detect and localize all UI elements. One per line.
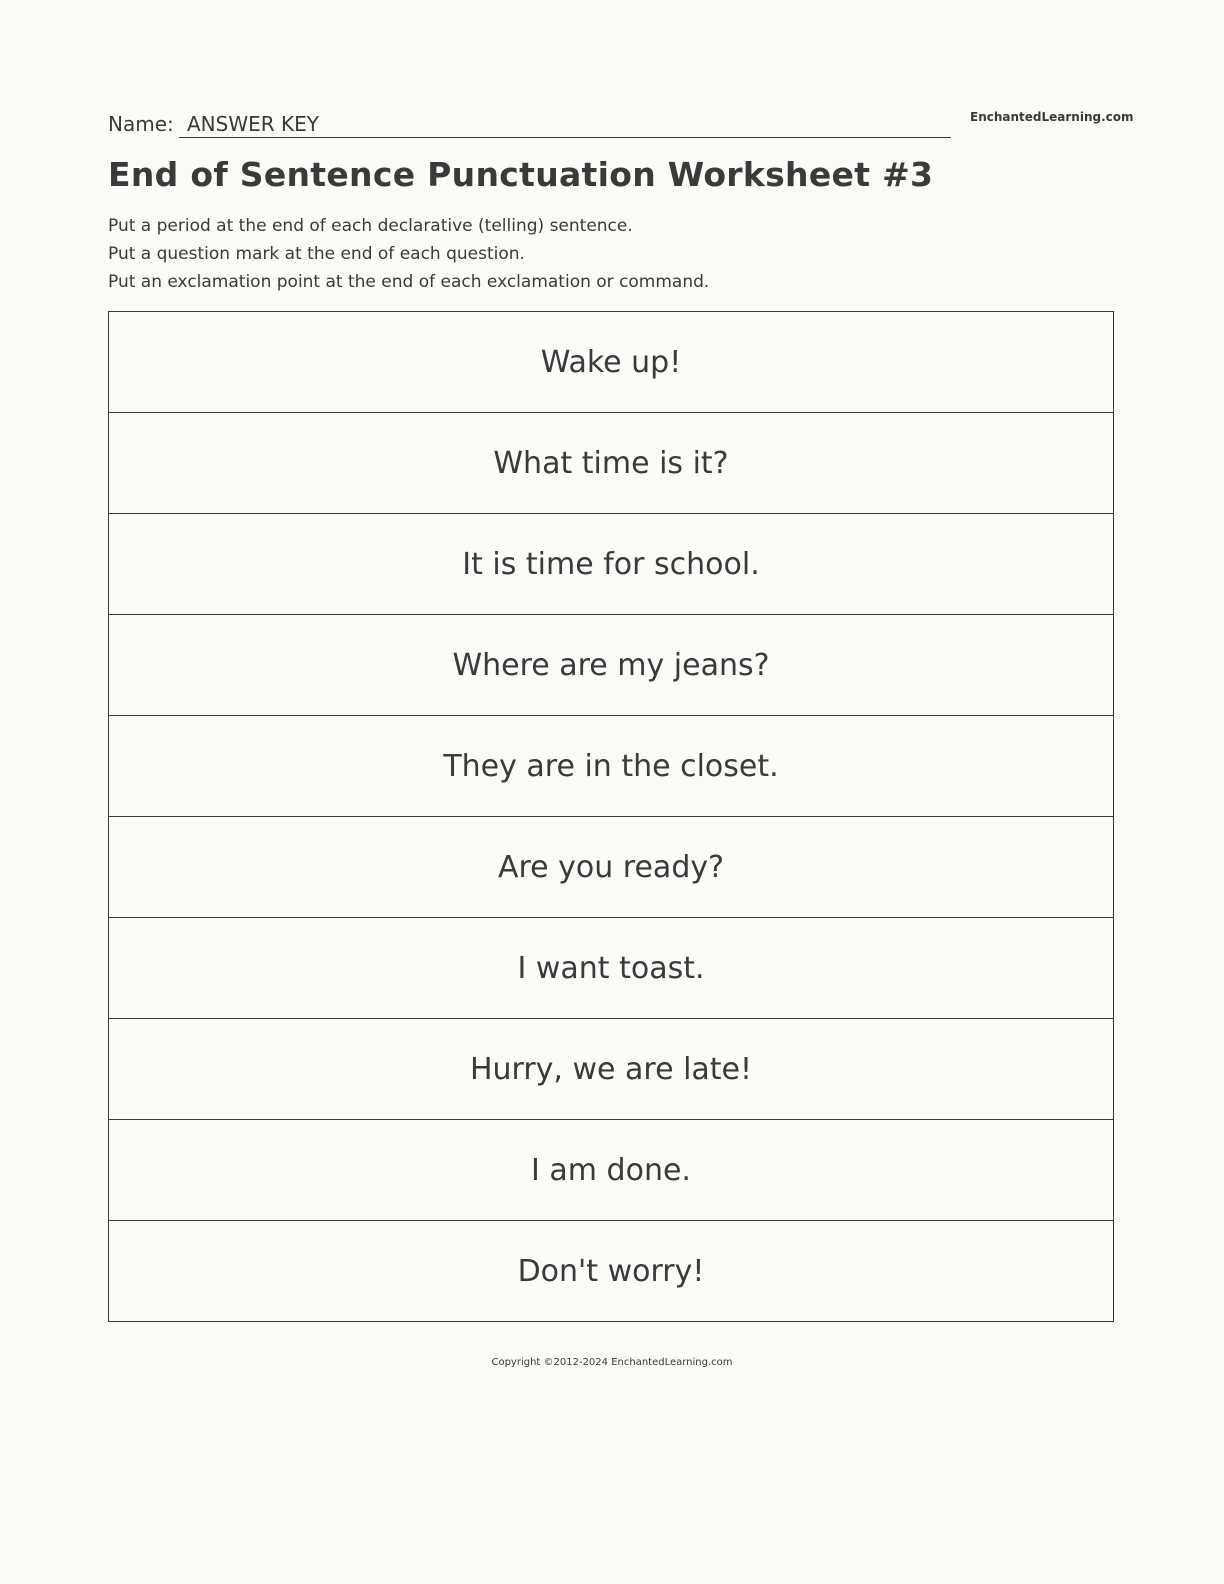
name-value: ANSWER KEY (187, 112, 319, 136)
sentence-text: It is time for school. (462, 546, 760, 582)
sentence-text: Wake up! (540, 344, 682, 380)
sentence-text: Where are my jeans? (452, 647, 770, 683)
sentence-text: They are in the closet. (443, 748, 779, 784)
sentence-text: I want toast. (517, 950, 705, 986)
sentence-row (109, 1220, 1113, 1321)
instruction-line: Put a period at the end of each declarative (telling) sentence. (108, 216, 633, 236)
sentence-row (109, 513, 1113, 614)
sentence-text: I am done. (531, 1152, 691, 1188)
instruction-line: Put a question mark at the end of each question. (108, 244, 525, 264)
sentence-row (109, 614, 1113, 715)
name-field-row (108, 108, 951, 140)
sentence-row (109, 412, 1113, 513)
name-label: Name: (108, 112, 174, 136)
name-underline (179, 137, 951, 138)
copyright-footer: Copyright ©2012-2024 EnchantedLearning.com (491, 1357, 733, 1368)
sentence-text: Don't worry! (517, 1253, 705, 1289)
brand-text: EnchantedLearning.com (970, 110, 1134, 124)
sentence-table (108, 311, 1114, 1322)
page-title: End of Sentence Punctuation Worksheet #3 (108, 155, 934, 194)
sentence-row (109, 1018, 1113, 1119)
sentence-text: Hurry, we are late! (469, 1051, 753, 1087)
sentence-text: Are you ready? (497, 849, 725, 885)
sentence-text: What time is it? (493, 445, 729, 481)
sentence-row (109, 312, 1113, 412)
sentence-row (109, 715, 1113, 816)
instruction-line: Put an exclamation point at the end of each exclamation or command. (108, 272, 710, 292)
sentence-row (109, 816, 1113, 917)
instructions (108, 212, 709, 296)
sentence-row (109, 1119, 1113, 1220)
sentence-row (109, 917, 1113, 1018)
